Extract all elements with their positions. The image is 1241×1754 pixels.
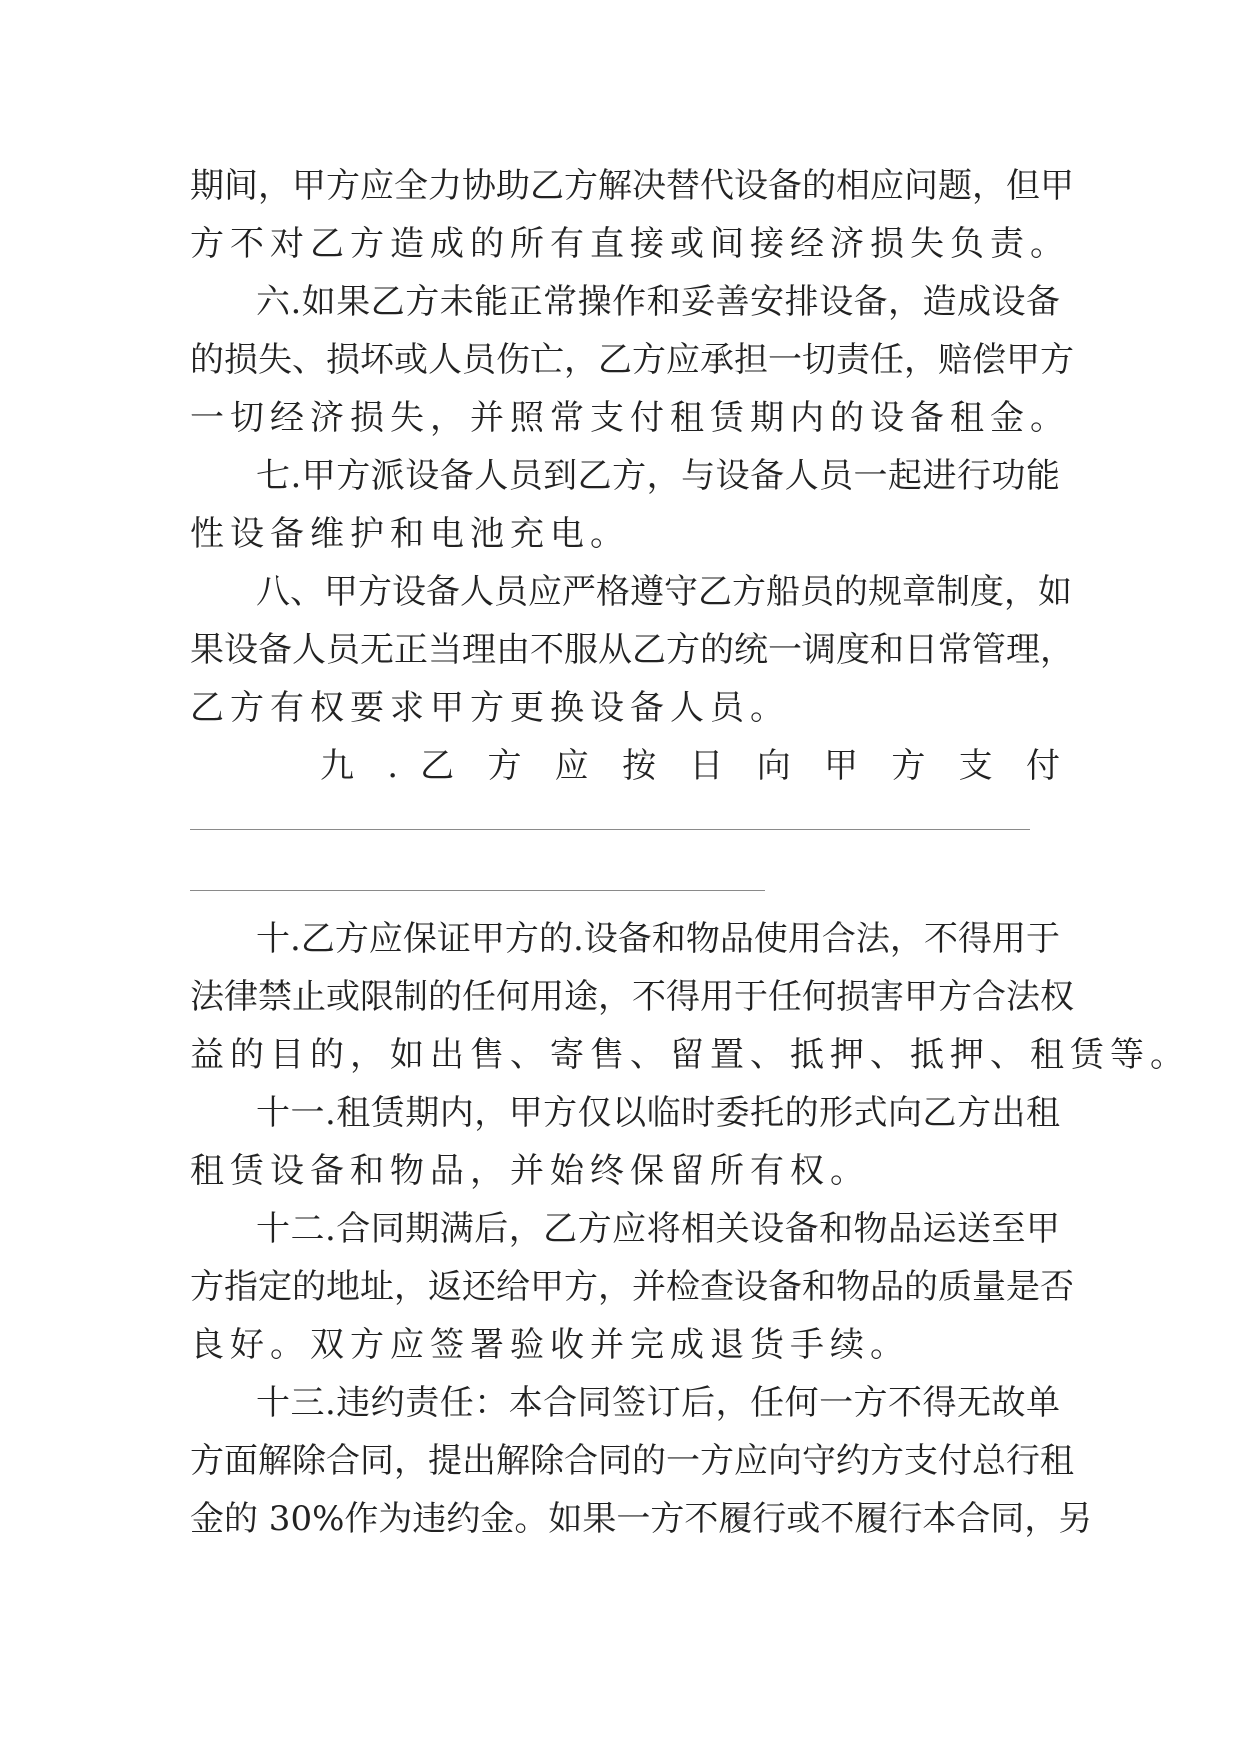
paragraph-line: 一切经济损失，并照常支付租赁期内的设备租金。: [190, 398, 1070, 438]
paragraph-line: 租赁设备和物品，并始终保留所有权。: [190, 1151, 870, 1191]
paragraph-line: 果设备人员无正当理由不服从乙方的统一调度和日常管理，: [190, 630, 1074, 670]
clause-10-line: 十.乙方应保证甲方的.设备和物品使用合法，不得用于: [256, 919, 1060, 959]
paragraph-line: 良好。双方应签署验收并完成退货手续。: [190, 1325, 910, 1365]
clause-8-line: 八、甲方设备人员应严格遵守乙方船员的规章制度，如: [256, 572, 1072, 612]
clause-12-line: 十二.合同期满后，乙方应将相关设备和物品运送至甲: [256, 1209, 1060, 1249]
clause-11-line: 十一.租赁期内，甲方仅以临时委托的形式向乙方出租: [256, 1093, 1060, 1133]
paragraph-line: 方面解除合同，提出解除合同的一方应向守约方支付总行租: [190, 1441, 1074, 1481]
paragraph-line: 方不对乙方造成的所有直接或间接经济损失负责。: [190, 224, 1070, 264]
paragraph-line: 期间，甲方应全力协助乙方解决替代设备的相应问题，但甲: [190, 166, 1074, 206]
clause-13-line: 十三.违约责任：本合同签订后，任何一方不得无故单: [256, 1383, 1060, 1423]
clause-7-line: 七.甲方派设备人员到乙方，与设备人员一起进行功能: [256, 456, 1060, 496]
paragraph-line: 乙方有权要求甲方更换设备人员。: [190, 688, 790, 728]
paragraph-line: 的损失、损坏或人员伤亡，乙方应承担一切责任，赔偿甲方: [190, 340, 1074, 380]
fill-in-blank: [190, 890, 765, 891]
paragraph-line: 方指定的地址，返还给甲方，并检查设备和物品的质量是否: [190, 1267, 1074, 1307]
paragraph-line: 金的 30%作为违约金。如果一方不履行或不履行本合同，另: [190, 1499, 1093, 1539]
paragraph-line: 益的目的，如出售、寄售、留置、抵押、抵押、租赁等。: [190, 1035, 1190, 1075]
paragraph-line: 性设备维护和电池充电。: [190, 514, 630, 554]
paragraph-line: 法律禁止或限制的任何用途，不得用于任何损害甲方合法权: [190, 977, 1074, 1017]
clause-9-line: 九 . 乙 方 应 按 日 向 甲 方 支 付: [320, 746, 1060, 786]
clause-6-line: 六.如果乙方未能正常操作和妥善安排设备，造成设备: [256, 282, 1060, 322]
fill-in-blank: [190, 829, 1030, 830]
